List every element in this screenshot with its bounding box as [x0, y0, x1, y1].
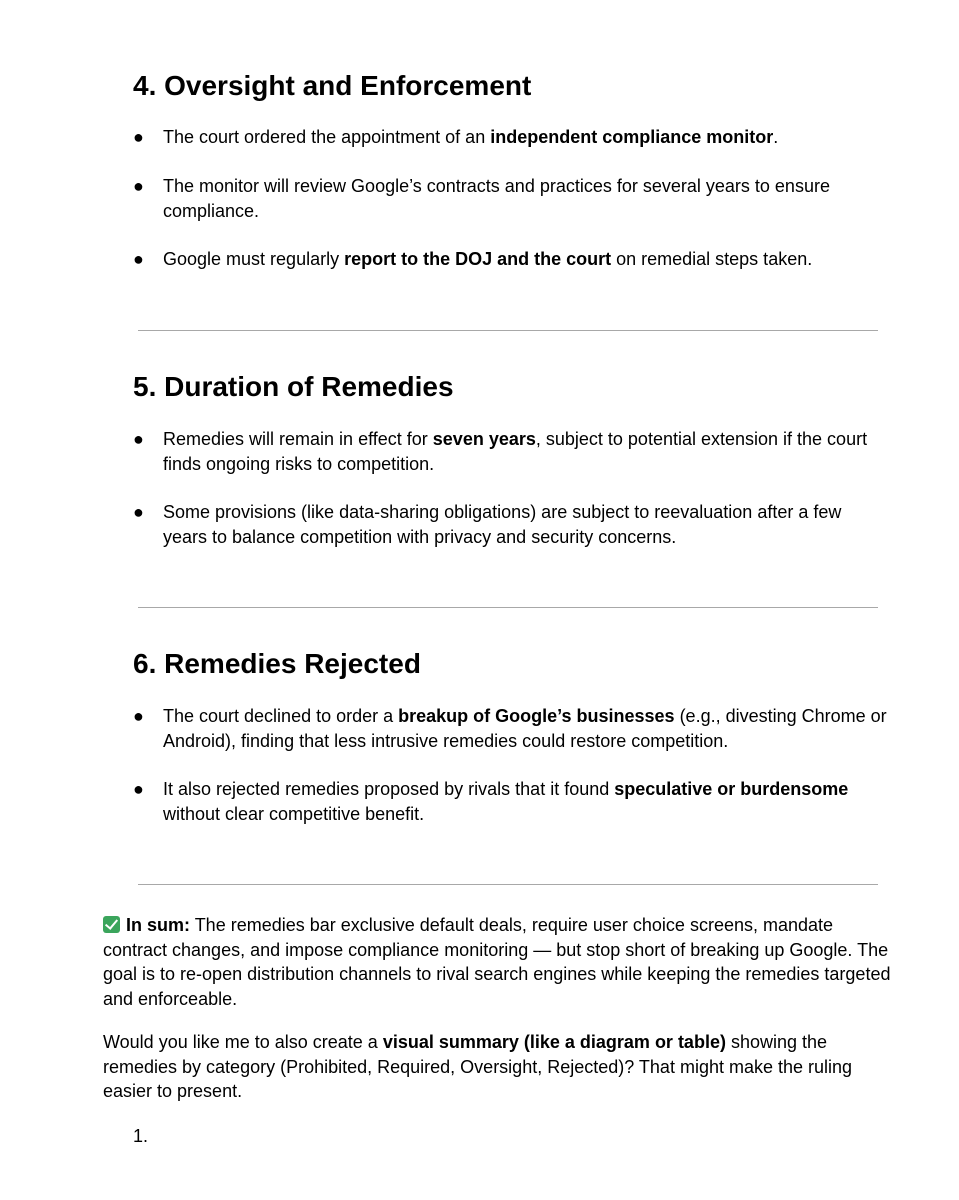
- summary-paragraph: [103, 913, 893, 1011]
- summary-label: In sum:: [126, 915, 191, 935]
- horizontal-divider: [138, 884, 878, 885]
- section-heading: 4. Oversight and Enforcement: [133, 70, 532, 101]
- bullet-dot: ●: [133, 779, 144, 799]
- bullet-dot: ●: [133, 502, 144, 522]
- followup-paragraph: Would you like me to also create a visual summary (like a diagram or table) showing the remedies by category (Prohibited, Required, Oversight, Rejected)? That might make the ruling easier to present.: [103, 1032, 853, 1101]
- bullet-dot: ●: [133, 127, 144, 147]
- bullet-text: The monitor will review Google’s contracts and practices for several years to ensure compliance.: [163, 176, 830, 221]
- check-mark-icon: [103, 916, 120, 933]
- summary-text: The remedies bar exclusive default deals, require user choice screens, mandate contract changes, and impose compliance monitoring — but stop short of breaking up Google. The goal is to re-open distribution channels to rival search engines while keeping the remedies targeted and enforceable.: [103, 915, 891, 1009]
- bullet-dot: ●: [133, 176, 144, 196]
- followup-bold: visual summary (like a diagram or table): [382, 1032, 726, 1052]
- bullet-text: Remedies will remain in effect for seven years, subject to potential extension if the court finds ongoing risks to competition.: [163, 429, 868, 474]
- bullet-text: Some provisions (like data-sharing obligations) are subject to reevaluation after a few years to balance competition with privacy and security concerns.: [163, 502, 842, 547]
- bullet-text: It also rejected remedies proposed by rivals that it found speculative or burdensome without clear competitive benefit.: [163, 779, 849, 824]
- bullet-dot: ●: [133, 706, 144, 726]
- section-heading: 5. Duration of Remedies: [133, 371, 454, 402]
- bullet-text: The court declined to order a breakup of Google’s businesses (e.g., divesting Chrome or Android), finding that less intrusive remedies could restore competition.: [163, 706, 887, 751]
- horizontal-divider: [138, 330, 878, 331]
- numbered-list-marker: 1.: [133, 1126, 149, 1146]
- bullet-dot: ●: [133, 249, 144, 269]
- bullet-text: The court ordered the appointment of an independent compliance monitor.: [163, 127, 779, 147]
- bullet-dot: ●: [133, 429, 144, 449]
- bullet-text: Google must regularly report to the DOJ and the court on remedial steps taken.: [163, 249, 813, 269]
- horizontal-divider: [138, 607, 878, 608]
- section-heading: 6. Remedies Rejected: [133, 648, 421, 679]
